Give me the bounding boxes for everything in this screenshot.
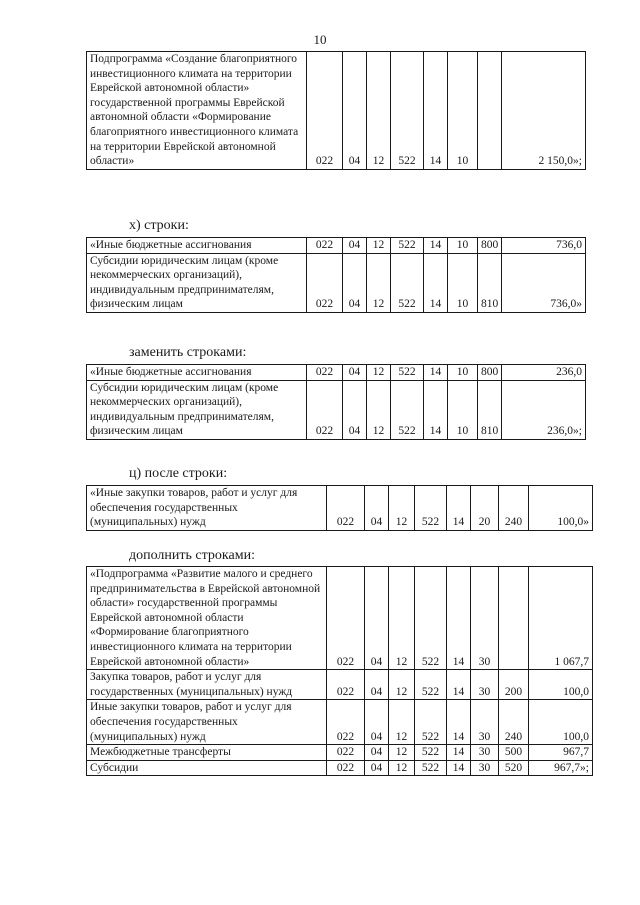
budget-table-2: [86, 237, 586, 313]
row-amount: 967,7: [529, 745, 593, 761]
budget-table-5: [86, 566, 593, 776]
code-subsection: 12: [389, 486, 415, 531]
row-amount: 736,0: [502, 238, 586, 254]
code-expense-type: [499, 567, 529, 670]
code-target-2: 14: [447, 670, 471, 700]
code-expense-type: [478, 52, 502, 170]
row-name: Подпрограмма «Создание благоприятного инвестиционного климата на территории Еврейской автономной области» государственной программы Еврейской автономной области «Формирование благоприятного инвестиционного климата на территории Еврейской автономной области»: [87, 52, 307, 170]
table-row: [87, 760, 593, 776]
code-subsection: 12: [367, 52, 391, 170]
code-section: 04: [365, 760, 389, 776]
code-expense-type: 800: [478, 238, 502, 254]
row-amount: 2 150,0»;: [502, 52, 586, 170]
row-name: Иные закупки товаров, работ и услуг для обеспечения государственных (муниципальных) нужд: [87, 700, 327, 745]
row-amount: 236,0: [502, 365, 586, 381]
code-section: 04: [343, 253, 367, 312]
budget-table-1: [86, 51, 586, 170]
code-target-1: 522: [415, 567, 447, 670]
code-target-3: 20: [471, 486, 499, 531]
code-expense-type: 500: [499, 745, 529, 761]
row-name: «Подпрограмма «Развитие малого и среднего предпринимательства в Еврейской автономной области» государственной программы Еврейской автономной области «Формирование благоприятного инвестиционного климата на территории Еврейской автономной области»: [87, 567, 327, 670]
code-target-2: 14: [424, 365, 448, 381]
code-expense-type: 800: [478, 365, 502, 381]
row-name: Субсидии юридическим лицам (кроме некоммерческих организаций), индивидуальным предпринимателям, физическим лицам: [87, 253, 307, 312]
code-expense-type: 240: [499, 486, 529, 531]
code-expense-type: 200: [499, 670, 529, 700]
code-section: 04: [365, 745, 389, 761]
code-target-3: 10: [448, 238, 478, 254]
code-target-3: 10: [448, 380, 478, 439]
budget-table-3: [86, 364, 586, 440]
code-target-2: 14: [424, 238, 448, 254]
code-expense-type: 810: [478, 253, 502, 312]
code-admin: 022: [307, 380, 343, 439]
row-name: Субсидии: [87, 760, 327, 776]
budget-table-4: [86, 485, 593, 531]
table-row: [87, 670, 593, 700]
table-row: [87, 486, 593, 531]
code-target-1: 522: [391, 238, 424, 254]
table-row: [87, 567, 593, 670]
code-admin: 022: [327, 670, 365, 700]
code-target-3: 10: [448, 253, 478, 312]
code-target-3: 10: [448, 365, 478, 381]
code-target-1: 522: [415, 700, 447, 745]
code-admin: 022: [307, 365, 343, 381]
code-section: 04: [365, 567, 389, 670]
code-target-2: 14: [447, 760, 471, 776]
code-subsection: 12: [367, 238, 391, 254]
code-target-3: 30: [471, 700, 499, 745]
heading-after-string: ц) после строки:: [129, 466, 228, 481]
code-section: 04: [365, 486, 389, 531]
table-row: [87, 380, 586, 439]
code-target-2: 14: [424, 52, 448, 170]
code-admin: 022: [307, 238, 343, 254]
code-target-1: 522: [415, 486, 447, 531]
code-target-2: 14: [447, 745, 471, 761]
code-expense-type: 810: [478, 380, 502, 439]
code-target-3: 10: [448, 52, 478, 170]
row-amount: 100,0»: [529, 486, 593, 531]
page-number: 10: [313, 32, 327, 47]
code-subsection: 12: [389, 760, 415, 776]
code-target-2: 14: [424, 380, 448, 439]
row-name: «Иные бюджетные ассигнования: [87, 238, 307, 254]
row-name: «Иные закупки товаров, работ и услуг для обеспечения государственных (муниципальных) нужд: [87, 486, 327, 531]
code-expense-type: 520: [499, 760, 529, 776]
code-subsection: 12: [389, 745, 415, 761]
code-admin: 022: [327, 760, 365, 776]
table-row: [87, 238, 586, 254]
code-section: 04: [365, 700, 389, 745]
code-target-3: 30: [471, 745, 499, 761]
code-target-2: 14: [447, 486, 471, 531]
code-admin: 022: [327, 567, 365, 670]
code-target-2: 14: [447, 700, 471, 745]
code-admin: 022: [307, 52, 343, 170]
code-subsection: 12: [389, 567, 415, 670]
code-target-2: 14: [447, 567, 471, 670]
code-target-1: 522: [415, 760, 447, 776]
heading-strings: х) строки:: [129, 218, 189, 233]
code-target-1: 522: [391, 380, 424, 439]
code-subsection: 12: [367, 365, 391, 381]
row-name: «Иные бюджетные ассигнования: [87, 365, 307, 381]
row-amount: 100,0: [529, 700, 593, 745]
code-subsection: 12: [389, 700, 415, 745]
code-target-3: 30: [471, 670, 499, 700]
code-target-2: 14: [424, 253, 448, 312]
table-row: [87, 745, 593, 761]
heading-replace-strings: заменить строками:: [129, 345, 247, 360]
row-amount: 236,0»;: [502, 380, 586, 439]
code-target-1: 522: [415, 670, 447, 700]
heading-add-strings: дополнить строками:: [129, 548, 255, 563]
code-target-1: 522: [415, 745, 447, 761]
table-row: [87, 700, 593, 745]
code-section: 04: [343, 238, 367, 254]
code-section: 04: [365, 670, 389, 700]
code-section: 04: [343, 380, 367, 439]
code-admin: 022: [327, 745, 365, 761]
row-name: Субсидии юридическим лицам (кроме некоммерческих организаций), индивидуальным предпринимателям, физическим лицам: [87, 380, 307, 439]
table-row: [87, 253, 586, 312]
code-section: 04: [343, 365, 367, 381]
table-row: [87, 52, 586, 170]
row-amount: 736,0»: [502, 253, 586, 312]
code-target-3: 30: [471, 760, 499, 776]
code-target-3: 30: [471, 567, 499, 670]
code-expense-type: 240: [499, 700, 529, 745]
code-target-1: 522: [391, 365, 424, 381]
code-subsection: 12: [389, 670, 415, 700]
row-amount: 967,7»;: [529, 760, 593, 776]
row-amount: 1 067,7: [529, 567, 593, 670]
code-admin: 022: [327, 700, 365, 745]
code-target-1: 522: [391, 52, 424, 170]
code-section: 04: [343, 52, 367, 170]
row-name: Закупка товаров, работ и услуг для государственных (муниципальных) нужд: [87, 670, 327, 700]
table-row: [87, 365, 586, 381]
code-admin: 022: [307, 253, 343, 312]
row-name: Межбюджетные трансферты: [87, 745, 327, 761]
code-subsection: 12: [367, 253, 391, 312]
code-subsection: 12: [367, 380, 391, 439]
row-amount: 100,0: [529, 670, 593, 700]
code-target-1: 522: [391, 253, 424, 312]
code-admin: 022: [327, 486, 365, 531]
